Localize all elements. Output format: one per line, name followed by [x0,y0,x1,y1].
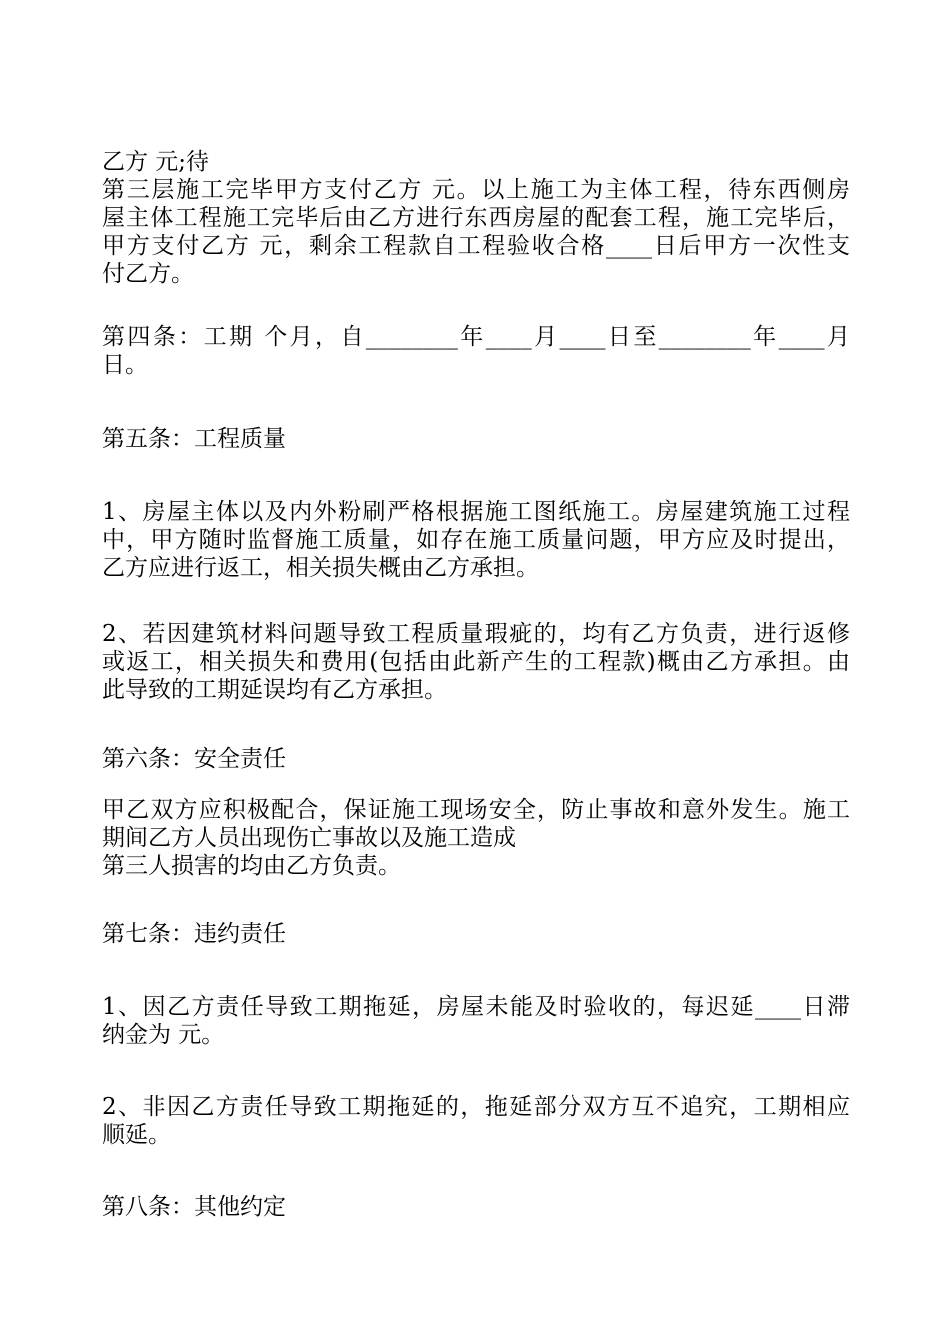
text-line: 顺延。 [102,1122,171,1148]
text-line: 2、若因建筑材料问题导致工程质量瑕疵的，均有乙方负责，进行返修 [102,621,850,647]
text-line: 付乙方。 [102,261,194,287]
section-heading: 第八条：其他约定 [102,1194,286,1220]
text-line: 甲方支付乙方 元，剩余工程款自工程验收合格____日后甲方一次性支 [102,233,850,259]
text-line: 1、房屋主体以及内外粉刷严格根据施工图纸施工。房屋建筑施工过程 [102,499,850,525]
clause-four-line: 第四条：工期 个月，自________年____月____日至________年____月 [102,324,850,350]
text-line: 纳金为 元。 [102,1022,225,1048]
text-line: 2、非因乙方责任导致工期拖延的，拖延部分双方互不追究，工期相应 [102,1094,850,1120]
section-heading: 第七条：违约责任 [102,921,286,947]
text-line: 甲乙双方应积极配合，保证施工现场安全，防止事故和意外发生。施工 [102,797,850,823]
text-line: 第三层施工完毕甲方支付乙方 元。以上施工为主体工程，待东西侧房 [102,177,850,203]
text-line: 1、因乙方责任导致工期拖延，房屋未能及时验收的，每迟延____日滞 [102,994,850,1020]
text-line: 或返工，相关损失和费用(包括由此新产生的工程款)概由乙方承担。由 [102,649,850,675]
text-line: 期间乙方人员出现伤亡事故以及施工造成 [102,825,516,851]
text-line: 乙方 元;待 [102,149,210,175]
text-line: 第三人损害的均由乙方负责。 [102,853,401,879]
section-heading: 第六条：安全责任 [102,746,286,772]
text-line: 日。 [102,352,148,378]
text-line: 乙方应进行返工，相关损失概由乙方承担。 [102,555,539,581]
text-line: 屋主体工程施工完毕后由乙方进行东西房屋的配套工程，施工完毕后， [102,205,850,231]
text-line: 中，甲方随时监督施工质量，如存在施工质量问题，甲方应及时提出， [102,527,850,553]
text-line: 此导致的工期延误均有乙方承担。 [102,677,447,703]
section-heading: 第五条：工程质量 [102,426,286,452]
